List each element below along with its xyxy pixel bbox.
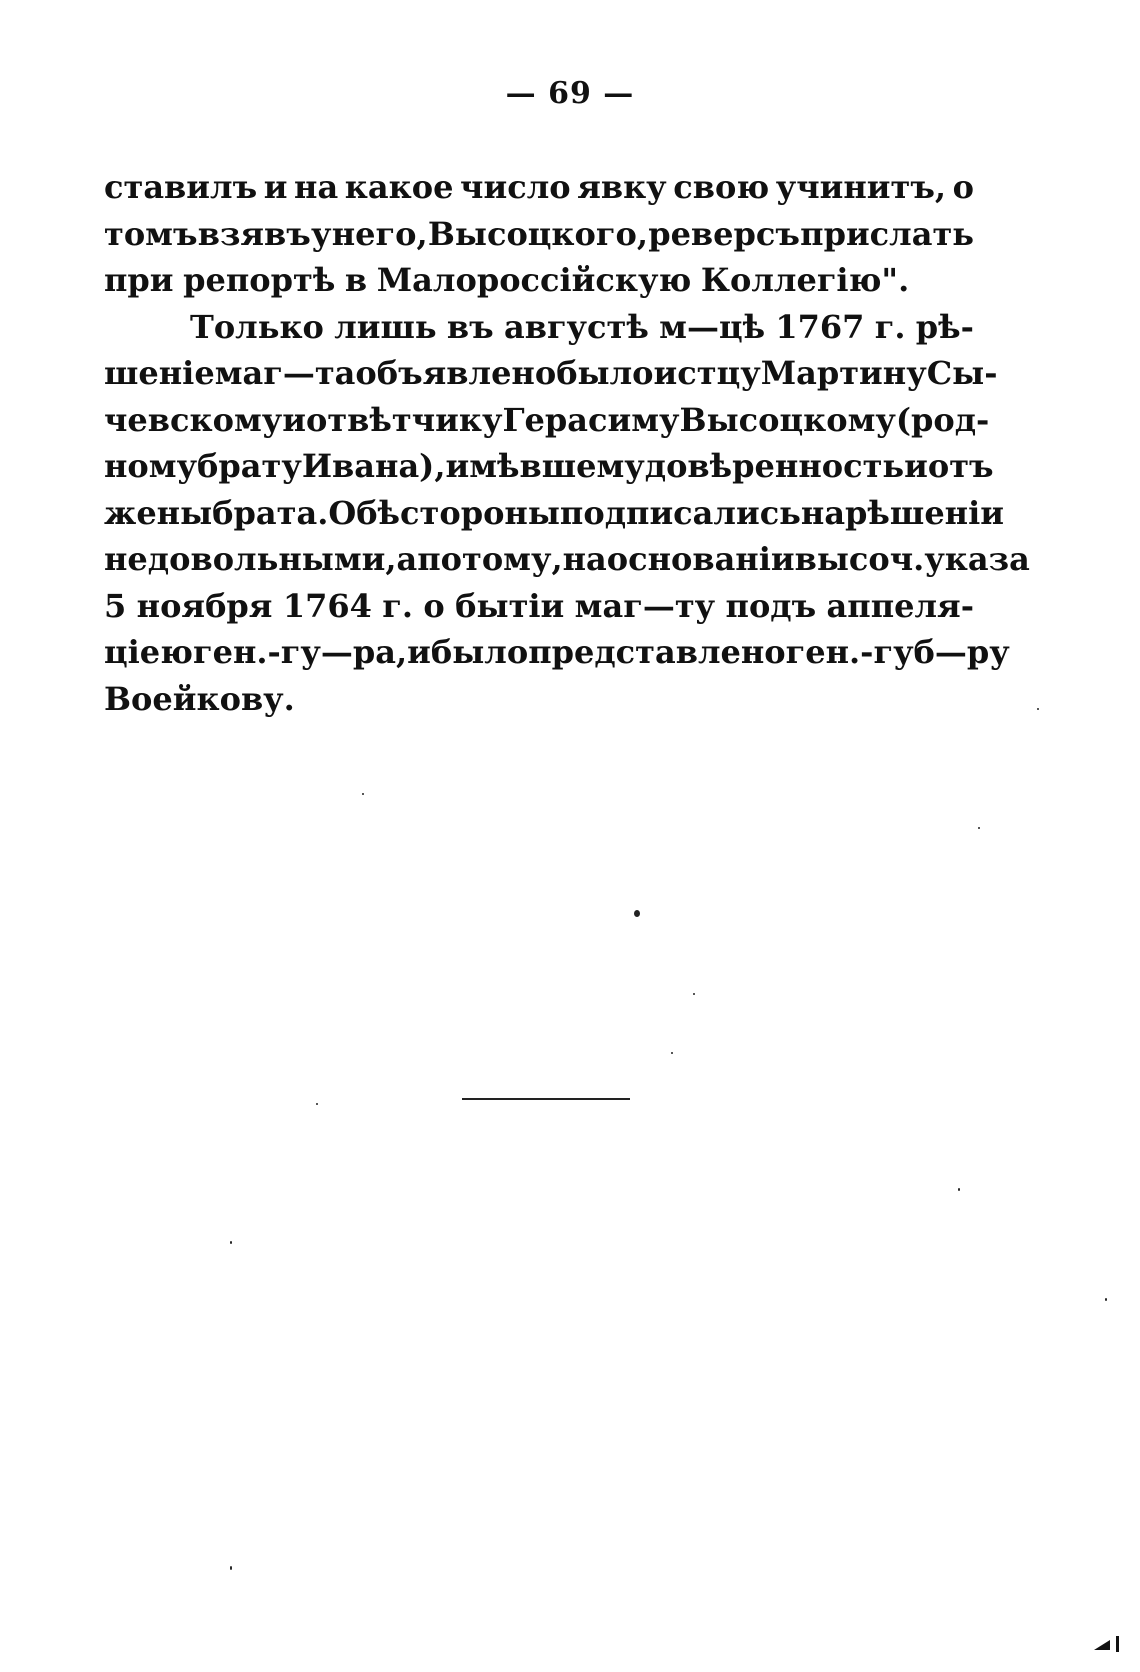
- text-line: [104, 257, 974, 304]
- word: г.: [874, 307, 906, 346]
- word: Мартину: [760, 354, 927, 392]
- section-divider: [462, 1098, 630, 1100]
- word: брата.: [212, 493, 329, 532]
- word: отвѣтчику: [305, 400, 503, 439]
- scan-speck: [634, 910, 640, 917]
- word: рѣшеніи: [845, 493, 1004, 532]
- word: Коллегію".: [700, 261, 910, 299]
- word: шеніе: [104, 354, 215, 392]
- scan-speck: [693, 993, 695, 995]
- word: Ивана),: [301, 447, 446, 485]
- word: было: [556, 354, 654, 392]
- text-line: [104, 211, 974, 258]
- text-line: [104, 676, 974, 723]
- text-line: [104, 629, 1010, 676]
- text-line: [104, 304, 974, 351]
- word: подъ: [725, 586, 817, 625]
- word: лишь: [334, 307, 437, 346]
- word: маг—та: [214, 354, 356, 392]
- word: реверсъ: [648, 214, 800, 253]
- scan-speck: [958, 1188, 960, 1191]
- word: и: [407, 633, 431, 671]
- word: ген.-гу—ра,: [192, 633, 408, 671]
- word: 5: [104, 586, 127, 625]
- word: объявлено: [355, 354, 557, 392]
- word: указа: [924, 540, 1030, 578]
- word: него,: [331, 214, 428, 253]
- scan-speck: [978, 827, 980, 829]
- word: ставилъ: [104, 168, 258, 206]
- word: было: [430, 633, 529, 671]
- word: довѣренность: [644, 447, 905, 485]
- body-text: [104, 164, 1030, 722]
- word: учинитъ,: [775, 168, 947, 206]
- word: жены: [104, 493, 213, 532]
- word: 1767: [775, 307, 865, 346]
- scan-corner-mark: [1094, 1636, 1122, 1652]
- word: при: [104, 261, 174, 299]
- scan-speck: [1037, 708, 1039, 710]
- word: основаніи: [606, 540, 795, 578]
- word: и: [282, 400, 306, 439]
- word: г.: [382, 586, 414, 625]
- scan-speck: [362, 793, 364, 795]
- word: взявъ: [197, 214, 311, 253]
- word: ному: [104, 447, 198, 485]
- word: какое: [344, 168, 454, 206]
- word: о: [423, 586, 445, 625]
- word: м—цѣ: [659, 307, 766, 346]
- word: Высоцкому: [679, 400, 896, 439]
- word: въ: [446, 307, 494, 346]
- word: у: [311, 214, 332, 253]
- word: прислать: [800, 214, 974, 253]
- word: томъ: [104, 214, 198, 253]
- word: Обѣ: [328, 493, 401, 532]
- word: явку: [577, 168, 667, 206]
- word: брату: [197, 447, 302, 485]
- word: представлено: [528, 633, 786, 671]
- word: (род-: [895, 400, 990, 439]
- word: а: [396, 540, 418, 578]
- word: августѣ: [503, 307, 649, 346]
- word: в: [344, 261, 368, 299]
- word: потому,: [417, 540, 563, 578]
- word: ноября: [136, 586, 273, 625]
- word: ціею: [104, 633, 193, 671]
- word: отъ: [927, 447, 994, 485]
- paragraph-2: [104, 304, 1030, 723]
- word: истцу: [653, 354, 761, 392]
- word: чевскому: [104, 400, 283, 439]
- text-line: [104, 350, 998, 397]
- text-line: [104, 443, 994, 490]
- word: на: [294, 168, 339, 206]
- scan-speck: [316, 1103, 318, 1105]
- word: и: [263, 168, 288, 206]
- text-line: [104, 397, 990, 444]
- word: Воейкову.: [104, 679, 295, 718]
- word: ген.-губ—ру: [785, 633, 1010, 671]
- word: 1764: [282, 586, 372, 625]
- scan-speck: [230, 1241, 232, 1244]
- word: Высоцкого,: [427, 214, 648, 253]
- paragraph-1: [104, 164, 974, 304]
- word: Сы-: [926, 354, 998, 392]
- word: репортѣ: [183, 261, 336, 299]
- word: подписались: [559, 493, 801, 532]
- word: на: [800, 493, 846, 532]
- text-line: [104, 490, 1004, 537]
- word: маг—ту: [574, 586, 716, 625]
- scan-speck: [1105, 1298, 1107, 1301]
- text-line: [104, 536, 1030, 583]
- word: свою: [673, 168, 770, 206]
- word: Только: [190, 307, 324, 346]
- word: высоч.: [794, 540, 925, 578]
- page-number: — 69 —: [505, 76, 635, 111]
- word: недовольными,: [104, 540, 397, 578]
- word: число: [460, 168, 571, 206]
- word: стороны: [400, 493, 560, 532]
- word: о: [952, 168, 974, 206]
- text-line: [104, 583, 974, 630]
- word: аппеля-: [826, 586, 974, 625]
- word: имѣвшему: [445, 447, 645, 485]
- word: Герасиму: [502, 400, 680, 439]
- word: Малороссійскую: [376, 261, 692, 299]
- word: и: [904, 447, 928, 485]
- word: бытіи: [455, 586, 565, 625]
- word: на: [562, 540, 607, 578]
- scan-speck: [230, 1566, 232, 1570]
- text-line: [104, 164, 974, 211]
- scan-speck: [671, 1052, 673, 1054]
- word: рѣ-: [915, 307, 974, 346]
